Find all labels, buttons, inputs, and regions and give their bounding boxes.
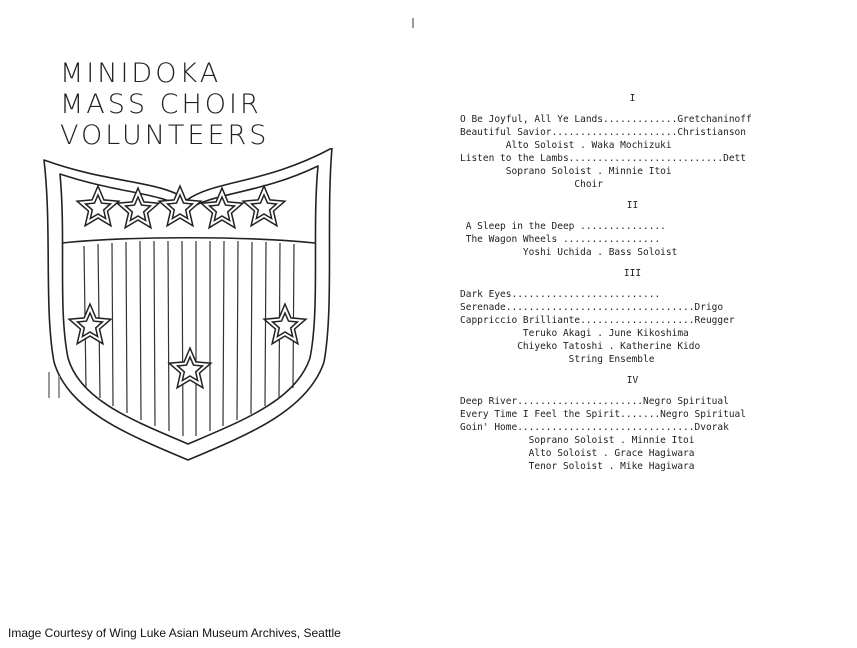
program-line: Dark Eyes.......................... <box>460 289 661 300</box>
program-line: O Be Joyful, All Ye Lands.............Gretchaninoff <box>460 114 752 125</box>
program-line: Teruko Akagi . June Kikoshima <box>460 328 689 339</box>
shield-stripes <box>84 241 294 436</box>
program-line: Tenor Soloist . Mike Hagiwara <box>460 461 695 472</box>
section-spacer <box>460 191 805 199</box>
program-line: Soprano Soloist . Minnie Itoi <box>460 166 672 177</box>
shield-chief-divider <box>62 238 315 243</box>
program-line: Yoshi Uchida . Bass Soloist <box>460 247 678 258</box>
section-heading: IV <box>626 375 639 386</box>
program-line: The Wagon Wheels ................. <box>460 234 661 245</box>
program-listing <box>460 92 805 481</box>
program-line: Alto Soloist . Waka Mochizuki <box>460 140 672 151</box>
section-heading: II <box>626 200 639 211</box>
program-line: Every Time I Feel the Spirit.......Negro Spiritual <box>460 409 746 420</box>
section-spacer <box>460 259 805 267</box>
section-spacer <box>460 366 805 374</box>
program-line: Beautiful Savior......................Christianson <box>460 127 746 138</box>
image-credit: Image Courtesy of Wing Luke Asian Museum Archives, Seattle <box>8 626 341 640</box>
scan-edge-mark <box>48 372 50 398</box>
shield-illustration <box>40 148 335 463</box>
program-line: Listen to the Lambs...........................Dett <box>460 153 746 164</box>
program-line: Soprano Soloist . Minnie Itoi <box>460 435 695 446</box>
cover-title-line-1: MINIDOKA <box>60 58 222 89</box>
shield-stars <box>69 186 306 388</box>
section-heading: I <box>629 93 636 104</box>
scan-edge-mark <box>58 376 60 398</box>
program-line: Deep River......................Negro Spiritual <box>460 396 729 407</box>
cover-title-line-2: MASS CHOIR <box>60 89 262 120</box>
program-line: A Sleep in the Deep ............... <box>460 221 666 232</box>
program-line: String Ensemble <box>460 354 655 365</box>
program-line: Alto Soloist . Grace Hagiwara <box>460 448 695 459</box>
program-line: Choir <box>460 179 603 190</box>
page-fold-mark <box>412 18 414 28</box>
program-line: Goin' Home...............................Dvorak <box>460 422 729 433</box>
shield-outer-outline <box>44 148 332 460</box>
section-heading: III <box>623 268 642 279</box>
cover-title <box>60 58 269 151</box>
program-line: Serenade.................................Drigo <box>460 302 724 313</box>
cover-title-line-3: VOLUNTEERS <box>60 120 270 151</box>
program-line: Cappriccio Brilliante....................Reugger <box>460 315 735 326</box>
section-spacer <box>460 473 805 481</box>
program-line: Chiyeko Tatoshi . Katherine Kido <box>460 341 701 352</box>
